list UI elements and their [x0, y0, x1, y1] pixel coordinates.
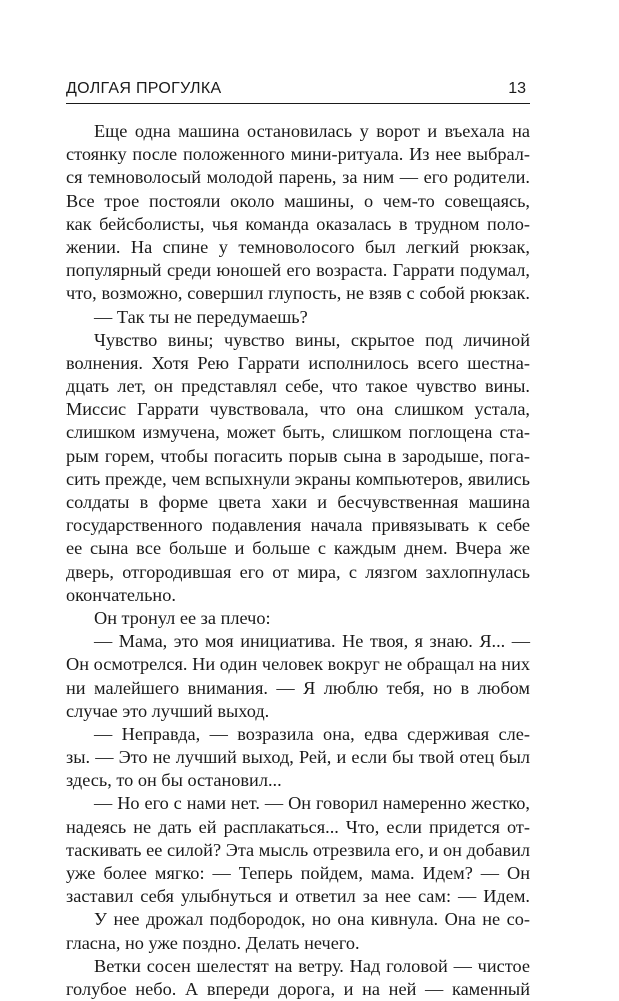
text-line: Он осмотрелся. Ни один человек вокруг не обращал на них — [66, 654, 530, 675]
text-line: здесь, то он бы остановил... — [66, 770, 282, 791]
text-line: дцать лет, он представлял себе, что такое чувство вины. — [66, 376, 530, 397]
text-line: зы. — Это не лучший выход, Рей, и если бы твой отец был — [66, 747, 530, 768]
header-rule — [66, 103, 530, 104]
text-line: таскивать ее силой? Эта мысль отрезвила его, и он добавил — [66, 839, 530, 860]
text-line: слишком измучена, может быть, слишком поглощена ста- — [66, 422, 530, 443]
text-line: Все трое постояли около машины, о чем-то совещаясь, — [66, 190, 530, 211]
text-line: солдаты в форме цвета хаки и бесчувственная машина — [66, 492, 530, 512]
text-line: Миссис Гаррати чувствовала, что она слишком устала, — [66, 399, 530, 420]
text-line: волнения. Хотя Рею Гаррати исполнилось всего шестна- — [66, 352, 530, 373]
text-line: как бейсболисты, чья команда оказалась в трудном поло- — [66, 213, 530, 234]
text-line: — Но его с нами нет. — Он говорил намеренно жестко, — [94, 793, 530, 814]
text-line: жении. На спине у темноволосого был легкий рюкзак, — [66, 236, 530, 257]
text-line: государственного подавления начала привязывать к себе — [66, 515, 530, 536]
text-line: сить прежде, чем вспыхнули экраны компьютеров, явились — [66, 468, 530, 489]
text-line: — Мама, это моя инициатива. Не твоя, я знаю. Я... — — [94, 631, 530, 652]
text-line: стоянку после положенного мини-ритуала. Из нее выбрал- — [66, 144, 530, 165]
text-line: окончательно. — [66, 584, 176, 605]
running-head — [66, 80, 530, 102]
text-line: Еще одна машина остановилась у ворот и въехала на — [94, 121, 530, 141]
text-line: У нее дрожал подбородок, но она кивнула. Она не со- — [94, 909, 530, 930]
text-line: уже более мягко: — Теперь пойдем, мама. Идем? — Он — [66, 863, 530, 883]
page-number: 13 — [508, 80, 526, 97]
text-line: ни малейшего внимания. — Я люблю тебя, но в любом — [66, 677, 530, 698]
text-line: Ветки сосен шелестят на ветру. Над головой — чистое — [94, 955, 530, 976]
text-line: заставил себя улыбнуться и ответил за нее сам: — Идем. — [66, 886, 530, 907]
text-line: рым горем, чтобы погасить порыв сына в зародыше, пога- — [66, 445, 530, 466]
running-title: ДОЛГАЯ ПРОГУЛКА — [66, 80, 222, 97]
text-line: гласна, но уже поздно. Делать нечего. — [66, 932, 360, 953]
text-line: надеясь не дать ей расплакаться... Что, если придется от- — [66, 816, 530, 837]
text-line: — Неправда, — возразила она, едва сдерживая сле- — [94, 723, 530, 744]
text-line: Чувство вины; чувство вины, скрытое под личиной — [94, 329, 530, 350]
text-line: популярный среди юношей его возраста. Гаррати подумал, — [66, 260, 530, 281]
text-line: — Так ты не передумаешь? — [94, 306, 308, 327]
text-line: дверь, отгородившая его от мира, с лязгом захлопнулась — [66, 561, 530, 582]
text-line: Он тронул ее за плечо: — [94, 607, 271, 628]
text-line: ее сына все больше и больше с каждым днем. Вчера же — [66, 538, 530, 559]
text-line: голубое небо. А впереди дорога, и на ней — каменный — [66, 978, 530, 999]
text-line: ся темноволосый молодой парень, за ним — его родители. — [66, 167, 530, 188]
body-text — [66, 120, 530, 1001]
text-line: случае это лучший выход. — [66, 700, 270, 721]
text-line: что, возможно, совершил глупость, не взяв с собой рюкзак. — [66, 283, 530, 304]
